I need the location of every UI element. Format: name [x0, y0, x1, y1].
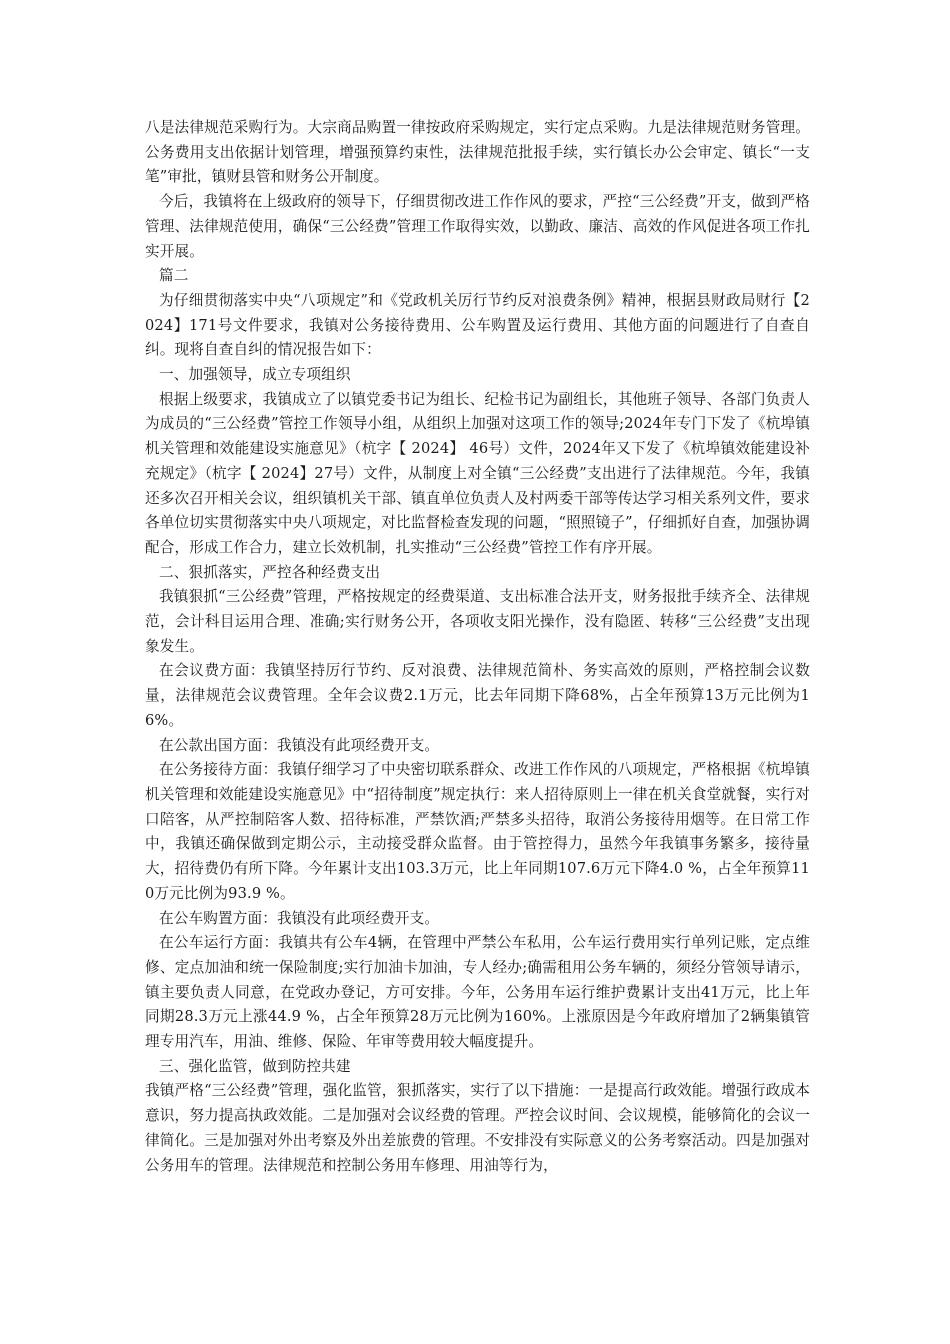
paragraph-section-2-intro: 我镇狠抓“三公经费”管理，严格按规定的经费渠道、支出标准合法开支，财务报批手续齐全、法律规范，会计科目运用合理、准确;实行财务公开，各项收支阳光操作，没有隐匿、转移“三公经费”支出现象发生。 [145, 588, 810, 655]
paragraph-official-reception: 在公务接待方面：我镇仔细学习了中央密切联系群众、改进工作作风的八项规定，严格根据《杭埠镇机关管理和效能建设实施意见》中“招待制度”规定执行：来人招待原则上一律在机关食堂就餐，实行对口陪客，从严控制陪客人数、招待标准，严禁饮酒;严禁多头招待，取消公务接待用烟等。在日常工作中，我镇还确保做到定期公示，主动接受群众监督。由于管控得力，虽然今年我镇事务繁多，接待量大，招待费仍有所下降。今年累计支出103.3万元，比上年同期107.6万元下降4.0 %，占全年预算110万元比例为93.9 %。 [145, 761, 810, 902]
heading-section-2: 二、狠抓落实，严控各种经费支出 [159, 563, 381, 581]
paragraph-intro: 为仔细贯彻落实中央“八项规定”和《党政机关厉行节约反对浪费条例》精神，根据县财政局财行【2024】171号文件要求，我镇对公务接待费用、公车购置及运行费用、其他方面的问题进行了自查自纠。现将自查自纠的情况报告如下： [145, 291, 810, 359]
paragraph-section-3: 我镇严格“三公经费”管理，强化监管，狠抓落实，实行了以下措施：一是提高行政效能。增强行政成本意识，努力提高执政效能。二是加强对会议经费的管理。严控会议时间、会议规模，能够简化的会议一律简化。三是加强对外出考察及外出差旅费的管理。不安排没有实际意义的公务考察活动。四是加强对公务用车的管理。法律规范和控制公务用车修理、用油等行为， [145, 1082, 810, 1174]
heading-section-3: 三、强化监管，做到防控共建 [159, 1057, 351, 1075]
paragraph-2: 今后，我镇将在上级政府的领导下，仔细贯彻改进工作作风的要求，严控“三公经费”开支，做到严格管理、法律规范使用，确保“三公经费”管理工作取得实效，以勤政、廉洁、高效的作风促进各项工作扎实开展。 [145, 193, 810, 260]
paragraph-vehicle-operation: 在公车运行方面：我镇共有公车4辆，在管理中严禁公车私用，公车运行费用实行单列记账，定点维修、定点加油和统一保险制度;实行加油卡加油，专人经办;确需租用公务车辆的，须经分管领导请示，镇主要负责人同意，在党政办登记，方可安排。今年，公务用车运行维护费累计支出41万元，比上年同期28.3万元上涨44.9 %，占全年预算28万元比例为160%。上涨原因是今年政府增加了2辆集镇管理专用汽车，用油、维修、保险、年审等费用较大幅度提升。 [145, 934, 810, 1051]
document-body [145, 116, 810, 1178]
paragraph-vehicle-purchase: 在公车购置方面：我镇没有此项经费开支。 [159, 909, 440, 927]
paragraph-1: 八是法律规范采购行为。大宗商品购置一律按政府采购规定，实行定点采购。九是法律规范财务管理。公务费用支出依据计划管理，增强预算约束性，法律规范批报手续，实行镇长办公会审定、镇长“一支笔”审批，镇财县管和财务公开制度。 [145, 119, 810, 186]
heading-section-1: 一、加强领导，成立专项组织 [159, 366, 351, 384]
section-title-part-two: 篇二 [159, 267, 189, 285]
paragraph-meeting-fees: 在会议费方面：我镇坚持厉行节约、反对浪费、法律规范简朴、务实高效的原则，严格控制会议数量，法律规范会议费管理。全年会议费2.1万元，比去年同期下降68%，占全年预算13万元比例为16%。 [145, 662, 810, 729]
paragraph-overseas-travel: 在公款出国方面：我镇没有此项经费开支。 [159, 736, 440, 754]
paragraph-section-1: 根据上级要求，我镇成立了以镇党委书记为组长、纪检书记为副组长，其他班子领导、各部门负责人为成员的“三公经费”管控工作领导小组，从组织上加强对这项工作的领导;2024年专门下发了《杭埠镇机关管理和效能建设实施意见》（杭字【 2024】 46号）文件，2024年又下发了《杭埠镇效能建设补充规定》（杭字【 2024】27号）文件，从制度上对全镇“三公经费”支出进行了法律规范。今年，我镇还多次召开相关会议，组织镇机关干部、镇直单位负责人及村两委干部等传达学习相关系列文件，要求各单位切实贯彻落实中央八项规定，对比监督检查发现的问题，“照照镜子”，仔细抓好自查，加强协调配合，形成工作合力，建立长效机制，扎实推动“三公经费”管控工作有序开展。 [145, 390, 810, 556]
